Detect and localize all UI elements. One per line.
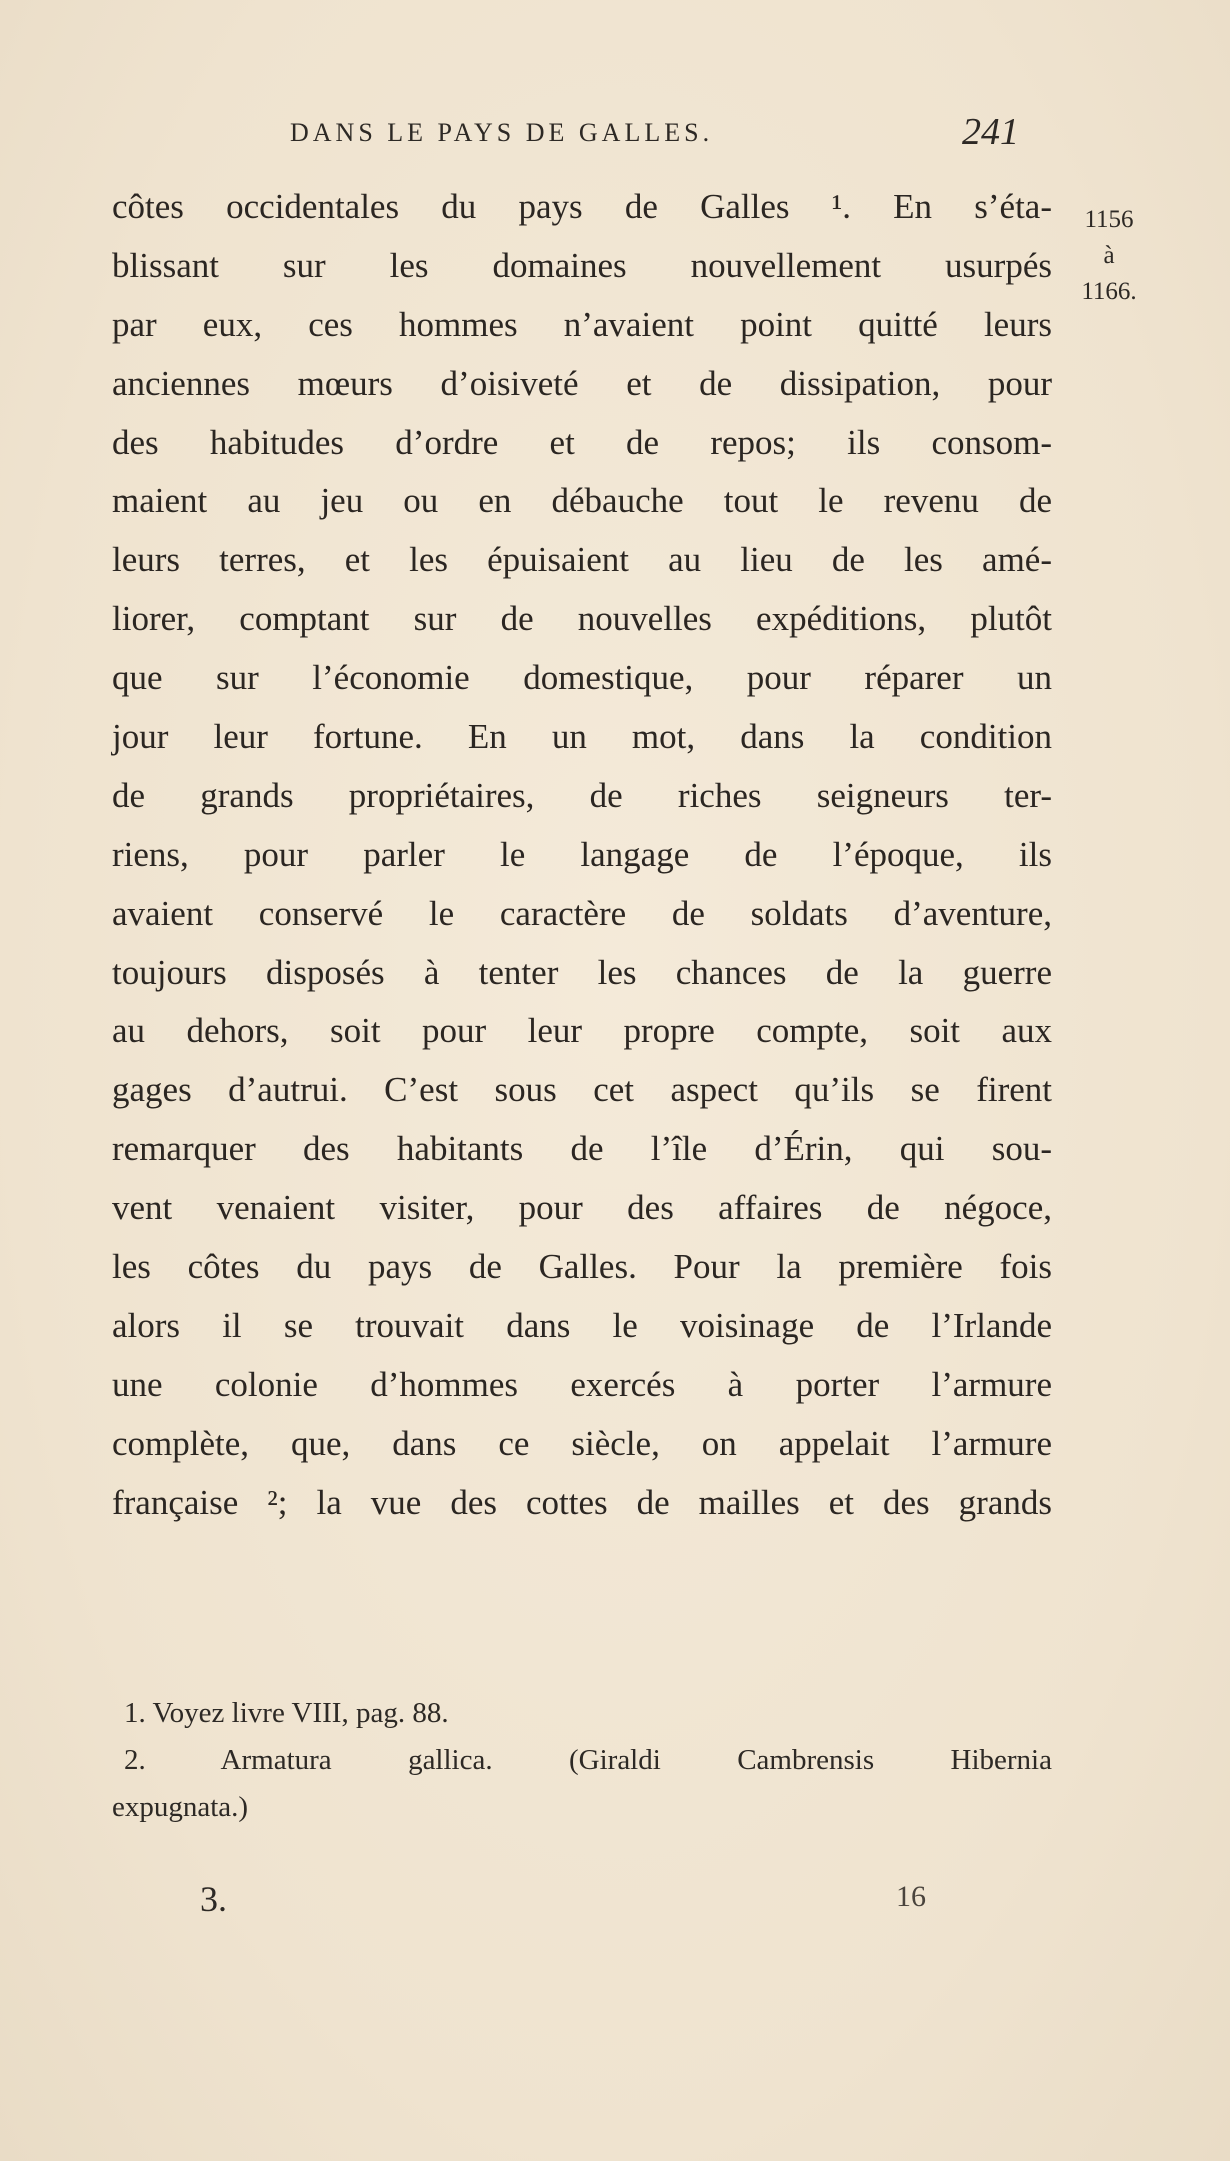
page-number: 241	[962, 111, 1019, 153]
text-line: liorer, comptant sur de nouvelles expéditions, plutôt	[112, 599, 1052, 639]
margin-date-start: 1156	[1084, 206, 1134, 233]
text-line: vent venaient visiter, pour des affaires de négoce,	[112, 1188, 1052, 1228]
text-line: complète, que, dans ce siècle, on appelait l’armure	[112, 1423, 1052, 1463]
text-line: anciennes mœurs d’oisiveté et de dissipation, pour	[112, 363, 1052, 403]
text-line: de grands propriétaires, de riches seigneurs ter-	[112, 775, 1052, 815]
text-line: des habitudes d’ordre et de repos; ils consom-	[112, 422, 1052, 462]
text-line: gages d’autrui. C’est sous cet aspect qu’ils se firent	[112, 1070, 1052, 1110]
text-line: une colonie d’hommes exercés à porter l’armure	[112, 1364, 1052, 1404]
margin-date-end: 1166.	[1081, 278, 1137, 305]
text-line: alors il se trouvait dans le voisinage de l’Irlande	[112, 1305, 1052, 1345]
footnote-2: 2. Armatura gallica. (Giraldi Cambrensis Hibernia	[124, 1744, 1052, 1776]
text-line: riens, pour parler le langage de l’époque, ils	[112, 834, 1052, 874]
main-text-block	[112, 178, 1052, 1532]
signature-mark: 3.	[200, 1879, 227, 1919]
margin-date-separator: à	[1103, 242, 1115, 269]
footnote-2-continuation: expugnata.)	[112, 1791, 249, 1823]
text-line: française ²; la vue des cottes de mailles et des grands	[112, 1482, 1052, 1522]
text-line: leurs terres, et les épuisaient au lieu de les amé-	[112, 540, 1052, 580]
text-line: maient au jeu ou en débauche tout le revenu de	[112, 481, 1052, 521]
margin-date-note	[1064, 202, 1154, 310]
running-title: DANS LE PAYS DE GALLES.	[290, 118, 714, 147]
text-line: côtes occidentales du pays de Galles ¹. En s’éta-	[112, 187, 1052, 226]
text-line: jour leur fortune. En un mot, dans la condition	[112, 717, 1052, 757]
sheet-mark: 16	[896, 1880, 926, 1913]
text-line: toujours disposés à tenter les chances de la guerre	[112, 952, 1052, 992]
text-line: remarquer des habitants de l’île d’Érin, qui sou-	[112, 1129, 1052, 1169]
text-line: que sur l’économie domestique, pour réparer un	[112, 658, 1052, 698]
text-line: avaient conservé le caractère de soldats d’aventure,	[112, 893, 1052, 933]
text-line: les côtes du pays de Galles. Pour la première fois	[112, 1247, 1052, 1287]
footnote-1: 1. Voyez livre VIII, pag. 88.	[124, 1697, 449, 1729]
text-line: par eux, ces hommes n’avaient point quitté leurs	[112, 304, 1052, 344]
text-line: blissant sur les domaines nouvellement usurpés	[112, 245, 1052, 285]
text-line: au dehors, soit pour leur propre compte, soit aux	[112, 1011, 1052, 1051]
footnotes	[112, 1690, 1052, 1831]
